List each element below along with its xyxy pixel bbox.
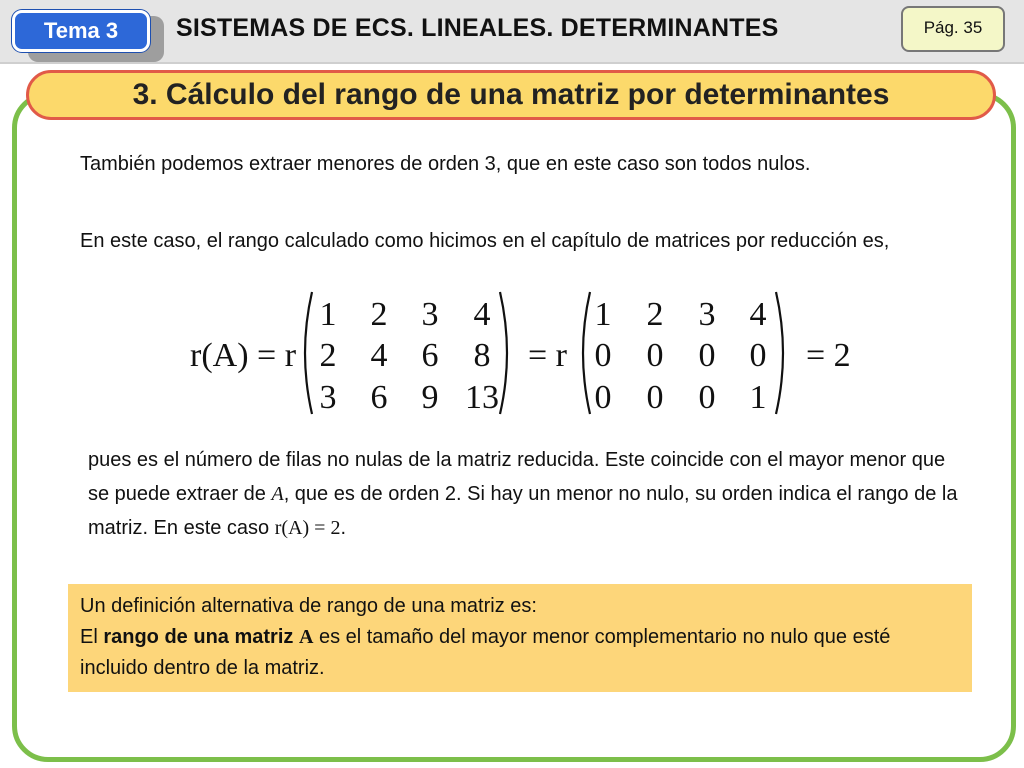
page-number: Pág. 35 — [901, 6, 1005, 52]
matrix1-cell: 9 — [421, 379, 439, 416]
matrix1-cell: 4 — [370, 337, 388, 374]
matrix2-cell: 0 — [698, 337, 716, 374]
formula-result: = 2 — [806, 337, 851, 374]
definition-post: es el tamaño del mayor menor complementario no nulo que esté incluido dentro de la matriz. — [80, 626, 891, 679]
matrix2-cell: 0 — [646, 337, 664, 374]
matrix1-cell: 4 — [473, 296, 491, 333]
formula-middle: = r — [528, 337, 567, 374]
definition-var-a: A — [298, 626, 314, 648]
explanation-end: . — [340, 517, 347, 539]
formula-lhs: r(A) = r — [190, 337, 297, 374]
matrix1-cell: 6 — [370, 379, 388, 416]
matrix2-cell: 2 — [646, 296, 664, 333]
section-title: SISTEMAS DE ECS. LINEALES. DETERMINANTES — [176, 14, 779, 42]
matrix1-cell: 2 — [319, 337, 337, 374]
matrix1-cell: 1 — [319, 296, 337, 333]
explanation-var-a: A — [271, 483, 284, 505]
definition-statement — [80, 622, 960, 684]
matrix2-cell: 0 — [698, 379, 716, 416]
matrix1-cell: 3 — [319, 379, 337, 416]
paragraph-minors-order-3: También podemos extraer menores de orden 3, que en este caso son todos nulos. — [80, 153, 811, 175]
explanation-text-2: , que es de orden 2. Si hay un menor no nulo, su orden indica el rango de la matriz. En este caso — [88, 483, 958, 539]
explanation-rank-expr: r(A) = 2 — [274, 517, 341, 539]
topic-banner: 3. Cálculo del rango de una matriz por determinantes — [26, 70, 996, 120]
definition-term: rango de una matriz — [103, 626, 294, 648]
matrix1-cell: 6 — [421, 337, 439, 374]
matrix1-cell: 8 — [473, 337, 491, 374]
definition-box — [68, 584, 972, 692]
definition-intro: Un definición alternativa de rango de una matriz es: — [80, 595, 537, 617]
matrix2-cell: 1 — [594, 296, 612, 333]
paragraph-rank-reduction: En este caso, el rango calculado como hicimos en el capítulo de matrices por reducción es, — [80, 230, 890, 252]
definition-pre: El — [80, 626, 104, 648]
tema-badge: Tema 3 — [12, 10, 150, 52]
matrix1-cell: 3 — [421, 296, 439, 333]
rank-formula — [0, 288, 1024, 428]
matrix2-cell: 0 — [594, 337, 612, 374]
matrix1-cell: 13 — [465, 379, 499, 416]
matrix1-cell: 2 — [370, 296, 388, 333]
matrix2-cell: 0 — [646, 379, 664, 416]
matrix2-cell: 0 — [594, 379, 612, 416]
matrix2-cell: 3 — [698, 296, 716, 333]
matrix2-cell: 0 — [749, 337, 767, 374]
matrix2-cell: 4 — [749, 296, 767, 333]
explanation-text-1: pues es el número de filas no nulas de la matriz reducida. Este coincide con el mayor menor que se puede extraer de — [88, 449, 946, 505]
matrix2-cell: 1 — [749, 379, 767, 416]
paragraph-explanation — [88, 443, 968, 545]
